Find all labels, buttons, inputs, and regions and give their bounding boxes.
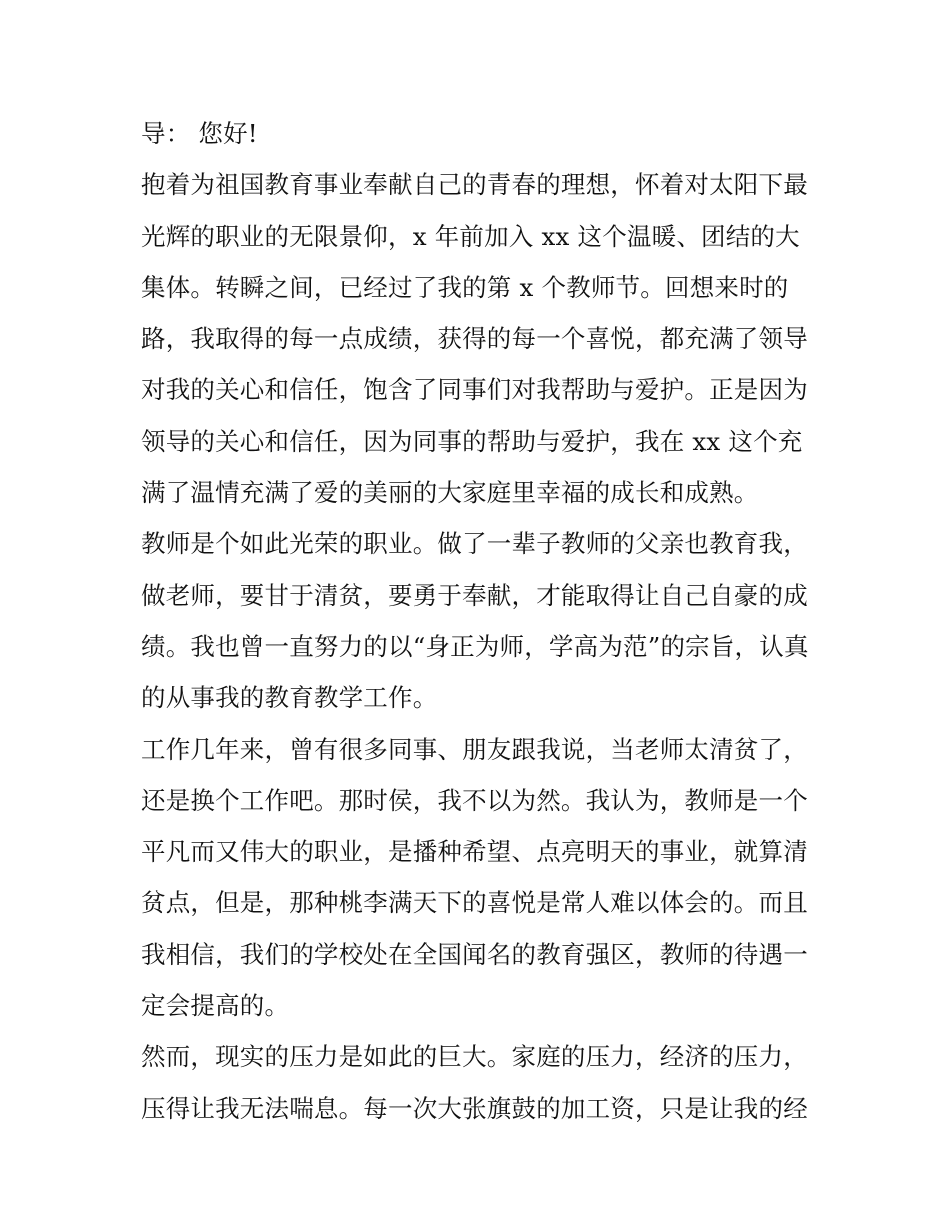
text-line: 路，我取得的每一点成绩，获得的每一个喜悦，都充满了领导: [141, 324, 808, 354]
text-line: 绩。我也曾一直努力的以“身正为师，学高为范”的宗旨，认真: [141, 631, 809, 661]
text-line: 平凡而又伟大的职业，是播种希望、点亮明天的事业，就算清: [141, 837, 808, 867]
document-body: [141, 108, 813, 1134]
greeting-line: 导： 您好!: [141, 119, 258, 148]
text-line: 抱着为祖国教育事业奉献自己的青春的理想，怀着对太阳下最: [141, 170, 808, 200]
text-line: 压得让我无法喘息。每一次大张旗鼓的加工资，只是让我的经: [141, 1093, 808, 1123]
text-line: 贫点，但是，那种桃李满天下的喜悦是常人难以体会的。而且: [141, 888, 808, 918]
text-line: 领导的关心和信任，因为同事的帮助与爱护，我在 xx 这个充: [141, 426, 803, 456]
text-line: 定会提高的。: [141, 991, 290, 1021]
text-line: 做老师，要甘于清贫，要勇于奉献，才能取得让自己自豪的成: [141, 580, 808, 610]
text-line: 我相信，我们的学校处在全国闻名的教育强区，教师的待遇一: [141, 939, 808, 969]
text-line: 然而，现实的压力是如此的巨大。家庭的压力，经济的压力，: [141, 1042, 808, 1072]
text-line: 集体。转瞬之间，已经过了我的第 x 个教师节。回想来时的: [141, 272, 789, 302]
text-line: 还是换个工作吧。那时侯，我不以为然。我认为，教师是一个: [141, 785, 808, 815]
text-line: 的从事我的教育教学工作。: [141, 683, 438, 713]
text-line: 满了温情充满了爱的美丽的大家庭里幸福的成长和成熟。: [141, 478, 759, 508]
text-line: 工作几年来，曾有很多同事、朋友跟我说，当老师太清贫了，: [141, 734, 808, 764]
text-line: 教师是个如此光荣的职业。做了一辈子教师的父亲也教育我，: [141, 529, 808, 559]
text-line: 对我的关心和信任，饱含了同事们对我帮助与爱护。正是因为: [141, 375, 808, 405]
text-line: 光辉的职业的无限景仰，x 年前加入 xx 这个温暖、团结的大: [141, 221, 800, 251]
